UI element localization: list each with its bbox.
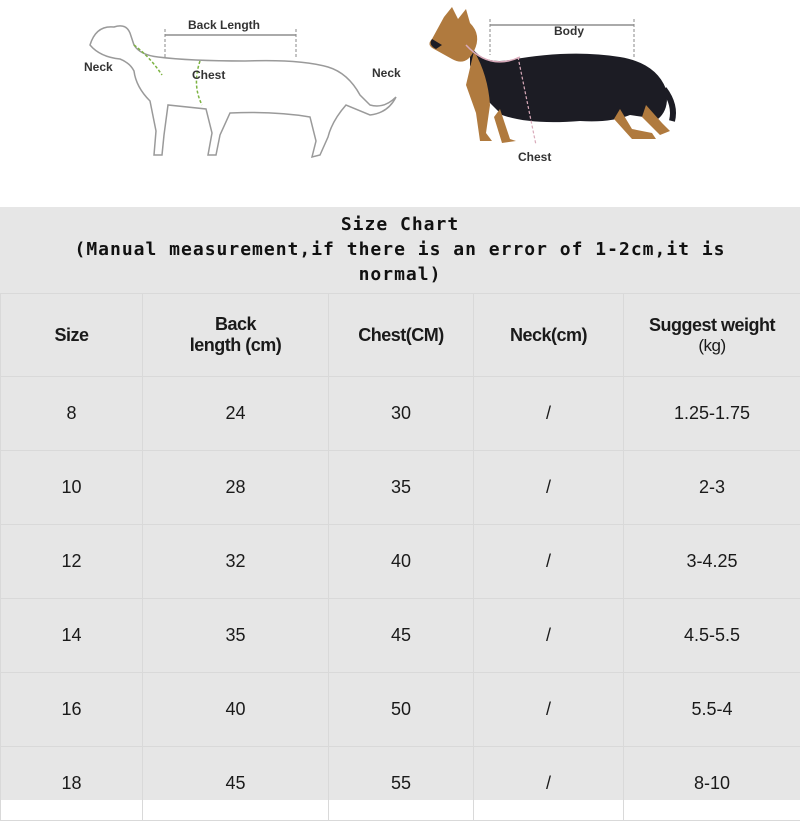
- header-weight-line2: (kg): [625, 336, 799, 356]
- cell-chest: 35: [329, 451, 474, 525]
- cell-neck: /: [474, 525, 624, 599]
- cell-back: 35: [143, 599, 329, 673]
- chest-label-right: Chest: [518, 150, 551, 164]
- header-size: Size: [1, 294, 143, 377]
- cell-weight: 4.5-5.5: [624, 599, 800, 673]
- measurement-note-line1: (Manual measurement,if there is an error of 1-2cm,it is: [0, 237, 800, 262]
- cell-weight: 5.5-4: [624, 673, 800, 747]
- header-back-line2: length (cm): [190, 335, 282, 355]
- size-table: [0, 293, 800, 821]
- header-neck: Neck(cm): [474, 294, 624, 377]
- cell-back: 32: [143, 525, 329, 599]
- cell-neck: /: [474, 747, 624, 821]
- cell-neck: /: [474, 377, 624, 451]
- cell-back: 40: [143, 673, 329, 747]
- cell-size: 16: [1, 673, 143, 747]
- chest-label-left: Chest: [192, 68, 225, 82]
- cell-weight: 3-4.25: [624, 525, 800, 599]
- table-row: [1, 451, 800, 525]
- cell-weight: 8-10: [624, 747, 800, 821]
- body-label: Body: [554, 24, 584, 38]
- header-weight-line1: Suggest weight: [649, 315, 775, 335]
- cell-weight: 2-3: [624, 451, 800, 525]
- size-chart-title: Size Chart: [0, 212, 800, 237]
- cell-neck: /: [474, 599, 624, 673]
- measurement-note-line2: normal): [0, 262, 800, 287]
- cell-size: 18: [1, 747, 143, 821]
- size-chart: [0, 207, 800, 800]
- cell-back: 28: [143, 451, 329, 525]
- cell-chest: 55: [329, 747, 474, 821]
- cell-neck: /: [474, 451, 624, 525]
- measurement-diagrams: [0, 0, 800, 205]
- neck-label-left: Neck: [84, 60, 113, 74]
- cell-back: 24: [143, 377, 329, 451]
- table-row: [1, 747, 800, 821]
- table-row: [1, 673, 800, 747]
- table-header-row: [1, 294, 800, 377]
- cell-size: 12: [1, 525, 143, 599]
- cell-chest: 40: [329, 525, 474, 599]
- cell-size: 10: [1, 451, 143, 525]
- cell-size: 14: [1, 599, 143, 673]
- dog-photo-diagram: [370, 5, 690, 175]
- cell-neck: /: [474, 673, 624, 747]
- cell-chest: 30: [329, 377, 474, 451]
- cell-back: 45: [143, 747, 329, 821]
- header-back-line1: Back: [215, 314, 256, 334]
- header-chest: Chest(CM): [329, 294, 474, 377]
- size-chart-title-block: [0, 207, 800, 293]
- cell-chest: 45: [329, 599, 474, 673]
- cell-chest: 50: [329, 673, 474, 747]
- table-row: [1, 377, 800, 451]
- cell-size: 8: [1, 377, 143, 451]
- neck-label-right: Neck: [372, 66, 401, 80]
- header-back-length: [143, 294, 329, 377]
- cell-weight: 1.25-1.75: [624, 377, 800, 451]
- table-row: [1, 599, 800, 673]
- back-length-label: Back Length: [188, 18, 260, 32]
- table-row: [1, 525, 800, 599]
- header-weight: [624, 294, 800, 377]
